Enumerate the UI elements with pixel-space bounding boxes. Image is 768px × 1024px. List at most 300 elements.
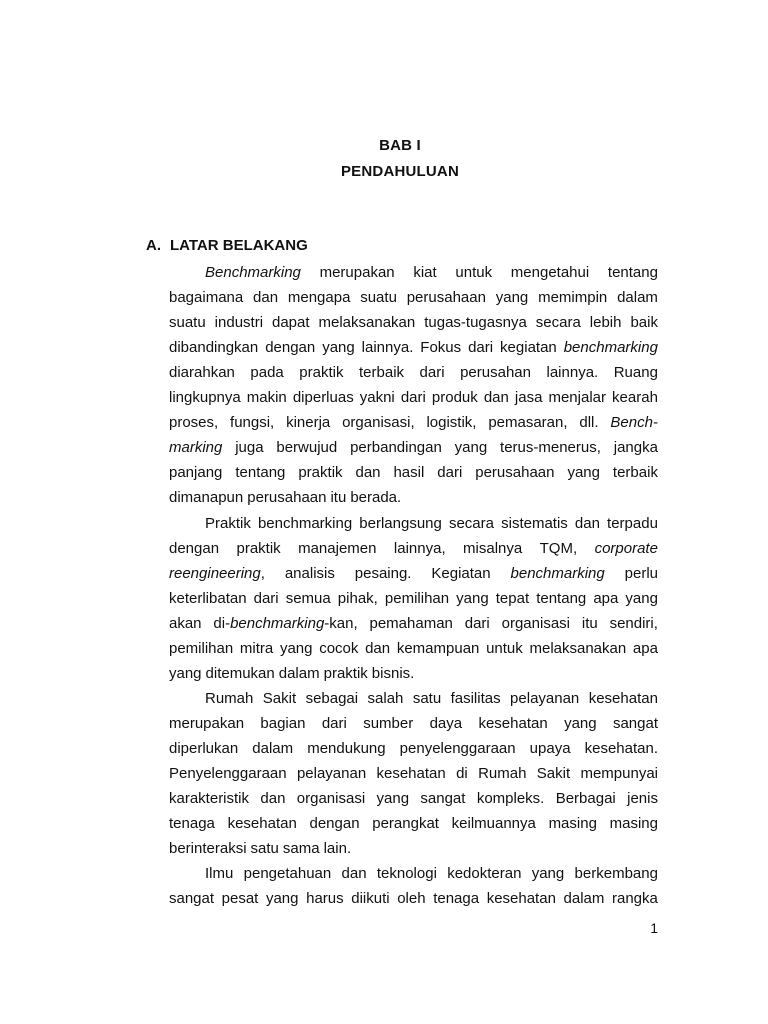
word: lebih <box>589 314 622 331</box>
word: berada. <box>350 489 402 506</box>
word: yang <box>564 715 597 732</box>
word-group <box>579 413 598 433</box>
word-group <box>298 539 376 559</box>
word-group <box>487 889 556 909</box>
word-group <box>515 388 543 408</box>
text-line <box>169 614 658 634</box>
word: benchmarking <box>257 515 353 532</box>
word-group <box>401 388 426 408</box>
word-group <box>610 814 658 834</box>
word: praktik <box>323 665 368 682</box>
word-group <box>297 764 366 784</box>
word: Praktik <box>205 515 251 532</box>
word-group <box>365 639 390 659</box>
word-group <box>205 514 251 534</box>
word-group <box>350 438 442 458</box>
word-group <box>564 714 597 734</box>
word-group <box>580 764 658 784</box>
word: merupakan <box>319 264 395 281</box>
word: tentang <box>235 464 286 481</box>
word: yang <box>625 590 658 607</box>
word-group <box>319 639 358 659</box>
word: rangka <box>612 890 658 907</box>
word: terus-menerus, <box>500 439 601 456</box>
word: TQM, <box>539 540 578 557</box>
word: misalnya <box>463 540 523 557</box>
word-group <box>614 438 658 458</box>
word-group <box>394 539 446 559</box>
text-line <box>205 263 658 283</box>
word: mitra <box>239 640 274 657</box>
word-group <box>455 438 488 458</box>
word: dari <box>437 464 463 481</box>
word: dan <box>365 640 391 657</box>
word-group <box>564 889 605 909</box>
word: sangat <box>420 790 466 807</box>
word-group <box>169 764 287 784</box>
word-group <box>279 664 320 684</box>
word: sama <box>282 840 320 857</box>
word: teknologi <box>376 865 437 882</box>
word: kesehatan <box>486 890 556 907</box>
word-group <box>377 789 410 809</box>
word-group <box>362 338 414 358</box>
word: perusahaan <box>247 489 327 506</box>
word-group <box>420 338 461 358</box>
word-group <box>355 463 380 483</box>
word: apa <box>632 640 658 657</box>
word-group <box>451 689 501 709</box>
text-line <box>169 338 658 358</box>
word-group <box>537 764 570 784</box>
word-group <box>477 789 545 809</box>
text-line <box>169 288 658 308</box>
word: tentang <box>536 590 587 607</box>
word-group <box>324 839 352 859</box>
word: panjang <box>169 464 223 481</box>
word-group <box>342 413 415 433</box>
word-group <box>397 639 480 659</box>
word: praktik <box>298 464 343 481</box>
word-group <box>169 363 235 383</box>
word: pengetahuan <box>243 865 332 882</box>
word: praktik <box>236 540 281 557</box>
word-group <box>299 363 343 383</box>
word-group <box>548 388 606 408</box>
word: tenaga <box>169 815 215 832</box>
page-number: 1 <box>650 920 658 936</box>
word: organisasi <box>296 790 366 807</box>
word: perusahan <box>460 364 531 381</box>
word: untuk <box>455 264 493 281</box>
word: yang <box>279 640 313 657</box>
chapter-title: PENDAHULUAN <box>340 163 460 180</box>
word-group <box>607 514 658 534</box>
word: yang <box>567 464 600 481</box>
word: tepat <box>495 590 530 607</box>
word: dalam <box>617 289 658 306</box>
chapter-number: BAB I <box>379 137 421 154</box>
word: marking <box>169 439 223 456</box>
word-group <box>360 388 395 408</box>
word: semua <box>285 590 331 607</box>
word-group <box>276 438 337 458</box>
word: perusahaan <box>475 464 555 481</box>
word-group <box>567 463 600 483</box>
word: Bench- <box>610 414 658 431</box>
text-line <box>169 363 658 383</box>
word: dalam <box>252 740 294 757</box>
word: akan <box>169 615 202 632</box>
word-group <box>235 438 263 458</box>
word-group <box>536 313 581 333</box>
word-group <box>310 814 360 834</box>
word: upaya <box>529 740 571 757</box>
word: Ilmu <box>205 865 234 882</box>
word: makin <box>246 389 287 406</box>
word: sistematis <box>501 515 568 532</box>
word: sumber <box>363 715 414 732</box>
word-group <box>468 338 493 358</box>
word-group <box>532 864 565 884</box>
word-group <box>169 889 214 909</box>
word: lainnya. <box>361 339 414 356</box>
word: kearah <box>612 389 658 406</box>
word-group <box>169 714 244 734</box>
word-group <box>263 689 296 709</box>
word-group <box>484 388 509 408</box>
word: fasilitas <box>450 690 501 707</box>
word: satu <box>250 840 279 857</box>
word: secara <box>535 314 581 331</box>
word: Ruang <box>613 364 658 381</box>
word-group <box>169 564 265 584</box>
word: organisasi <box>501 615 570 632</box>
word: kemampuan <box>396 640 480 657</box>
word-group <box>320 263 395 283</box>
word-group <box>612 388 658 408</box>
word: dan <box>253 289 279 306</box>
word: dimanapun <box>169 489 244 506</box>
text-line <box>169 714 658 734</box>
word-group <box>169 739 238 759</box>
word-group <box>236 539 280 559</box>
word: dari <box>464 615 490 632</box>
word-group <box>244 864 332 884</box>
word: analisis <box>284 565 335 582</box>
word-group <box>540 539 578 559</box>
word-group <box>359 514 442 534</box>
word-group <box>420 789 465 809</box>
word-group <box>297 789 365 809</box>
word: benchmarking <box>563 339 658 356</box>
word-group <box>433 889 479 909</box>
word: diperlukan <box>169 740 239 757</box>
word-group <box>169 589 247 609</box>
word: mempunyai <box>580 765 658 782</box>
word: Penyelenggaraan <box>169 765 287 782</box>
text-line <box>169 664 658 684</box>
word: lingkupnya <box>169 389 241 406</box>
word-group <box>613 463 658 483</box>
word: perusahaan <box>406 289 486 306</box>
word: Berbagai <box>555 790 616 807</box>
text-line <box>205 864 658 884</box>
word: terbaik <box>359 364 405 381</box>
word: menjalar <box>548 389 606 406</box>
word: yakni <box>359 389 395 406</box>
word: dari <box>321 715 347 732</box>
word-group <box>452 814 536 834</box>
word: Sakit <box>262 690 297 707</box>
word-group <box>205 263 301 283</box>
word: itu <box>581 615 598 632</box>
word: terbaik <box>612 464 658 481</box>
word-group <box>500 338 557 358</box>
word-group <box>393 463 424 483</box>
word: diarahkan <box>169 364 235 381</box>
text-line <box>169 839 658 859</box>
word: logistik, <box>426 414 477 431</box>
word: untuk <box>486 640 523 657</box>
word-group <box>280 639 313 659</box>
word: kiat <box>413 264 437 281</box>
word-group <box>463 539 522 559</box>
word-group <box>283 839 320 859</box>
word: -kan, <box>324 615 358 632</box>
word-group <box>530 739 571 759</box>
word-group <box>595 539 658 559</box>
word: yang <box>495 289 529 306</box>
word-group <box>228 814 297 834</box>
word-group <box>286 413 330 433</box>
word: melaksanakan <box>318 314 416 331</box>
word-group <box>478 764 526 784</box>
word-group <box>251 839 279 859</box>
word-group <box>322 338 355 358</box>
word: suatu <box>360 289 397 306</box>
word-group <box>529 639 626 659</box>
word-group <box>322 714 347 734</box>
word: dan <box>483 389 509 406</box>
word: yang <box>322 339 355 356</box>
word-group <box>169 388 241 408</box>
word-group <box>633 639 658 659</box>
word: penyelenggaraan <box>399 740 516 757</box>
word: pemilihan <box>384 590 450 607</box>
text-line <box>169 814 658 834</box>
word: proses, <box>169 414 219 431</box>
word: Kegiatan <box>431 565 491 582</box>
word-group <box>368 689 404 709</box>
word: juga <box>235 439 264 456</box>
word: pemasaran, <box>488 414 568 431</box>
word-group <box>455 263 492 283</box>
word: yang <box>456 590 489 607</box>
word-group <box>169 438 222 458</box>
word: apa <box>593 590 619 607</box>
word-group <box>475 463 554 483</box>
word: pesaing. <box>354 565 412 582</box>
word-group <box>293 388 354 408</box>
text-line <box>169 589 658 609</box>
word-group <box>625 564 658 584</box>
word-group <box>549 814 597 834</box>
word: sangat <box>612 715 658 732</box>
word-group <box>502 614 570 634</box>
section-label: A. <box>146 237 161 254</box>
word: bisnis. <box>371 665 415 682</box>
word-group <box>285 564 335 584</box>
word: masing <box>609 815 658 832</box>
word: sangat <box>169 890 215 907</box>
word-group <box>590 313 622 333</box>
word: pesat <box>221 890 259 907</box>
word-group <box>447 864 521 884</box>
text-line <box>169 639 658 659</box>
word: dari <box>468 339 494 356</box>
word: pelayanan <box>296 765 367 782</box>
word-group <box>486 639 523 659</box>
word-group <box>319 313 416 333</box>
word-group <box>272 313 310 333</box>
word-group <box>372 664 415 684</box>
word: suatu <box>169 314 206 331</box>
word: dan <box>341 865 367 882</box>
section-heading <box>146 236 308 256</box>
word: secara <box>448 515 494 532</box>
section-title: LATAR BELAKANG <box>170 237 308 254</box>
word: Sakit <box>536 765 571 782</box>
word-group <box>253 288 278 308</box>
word-group <box>582 614 598 634</box>
word-group <box>511 564 605 584</box>
word-group <box>431 564 490 584</box>
word: tugas-tugasnya <box>424 314 527 331</box>
word: yang <box>265 890 299 907</box>
word-group <box>351 889 389 909</box>
word-group <box>432 388 478 408</box>
word-group <box>252 739 293 759</box>
word: yang <box>376 790 410 807</box>
word-group <box>420 363 445 383</box>
text-line <box>205 689 658 709</box>
word: lainnya, <box>393 540 446 557</box>
word: dalam <box>563 890 605 907</box>
word-group <box>169 313 206 333</box>
word: di <box>456 765 468 782</box>
word-group <box>230 413 274 433</box>
word: jangka <box>613 439 658 456</box>
word: sendiri, <box>609 615 658 632</box>
word-group <box>169 839 247 859</box>
word-group <box>215 313 263 333</box>
word: yang <box>531 865 565 882</box>
word-group <box>258 514 352 534</box>
word-group <box>496 589 529 609</box>
word: dapat <box>272 314 310 331</box>
word: daya <box>429 715 463 732</box>
word: Rumah <box>205 690 254 707</box>
word-group <box>564 338 658 358</box>
word: perangkat <box>372 815 439 832</box>
word-group <box>593 589 618 609</box>
word: dalam <box>278 665 320 682</box>
word-group <box>169 413 218 433</box>
word-group <box>240 639 273 659</box>
word: pada <box>250 364 284 381</box>
word-group <box>169 614 202 634</box>
word: lainnya. <box>546 364 599 381</box>
word: praktik <box>299 364 344 381</box>
word: berinteraksi <box>169 840 247 857</box>
word-group <box>205 689 253 709</box>
word: masing <box>548 815 597 832</box>
word-group <box>614 363 658 383</box>
word-group <box>460 363 531 383</box>
word-group <box>169 488 243 508</box>
word-group <box>169 338 258 358</box>
word-group <box>608 263 658 283</box>
word-group <box>478 714 547 734</box>
word-group <box>456 764 468 784</box>
word-group <box>413 263 436 283</box>
word-group <box>266 889 299 909</box>
text-line <box>169 488 658 508</box>
word: dan <box>355 464 381 481</box>
word-group <box>430 714 463 734</box>
word-group <box>510 689 579 709</box>
text-line <box>169 539 658 559</box>
word-group <box>500 438 601 458</box>
word: bagian <box>260 715 306 732</box>
word: cocok <box>319 640 359 657</box>
word: reengineering <box>169 565 261 582</box>
word-group <box>206 664 275 684</box>
word: kesehatan <box>588 690 658 707</box>
word-group <box>247 388 287 408</box>
word: kegiatan <box>500 339 557 356</box>
word: baik <box>630 314 658 331</box>
word-group <box>407 288 486 308</box>
word: benchmarking <box>510 565 605 582</box>
word-group <box>625 589 658 609</box>
word-group <box>363 714 413 734</box>
word: kesehatan <box>227 815 297 832</box>
word-group <box>400 739 516 759</box>
word-group <box>359 363 404 383</box>
word: manajemen <box>298 540 377 557</box>
word: dari <box>253 590 279 607</box>
word: diperluas <box>292 389 354 406</box>
word: perbandingan <box>350 439 442 456</box>
text-line <box>169 388 658 408</box>
word-group <box>169 463 222 483</box>
word: ditemukan <box>205 665 275 682</box>
word: yang <box>169 665 202 682</box>
word-group <box>538 288 607 308</box>
word: kesehatan <box>376 765 446 782</box>
word: tentang <box>607 264 658 281</box>
word-group <box>627 789 658 809</box>
text-line <box>169 413 658 433</box>
word-group <box>169 539 219 559</box>
word-group <box>413 689 441 709</box>
word-group <box>496 288 529 308</box>
word-group <box>610 614 658 634</box>
word-group <box>169 814 215 834</box>
word: kinerja <box>286 414 331 431</box>
